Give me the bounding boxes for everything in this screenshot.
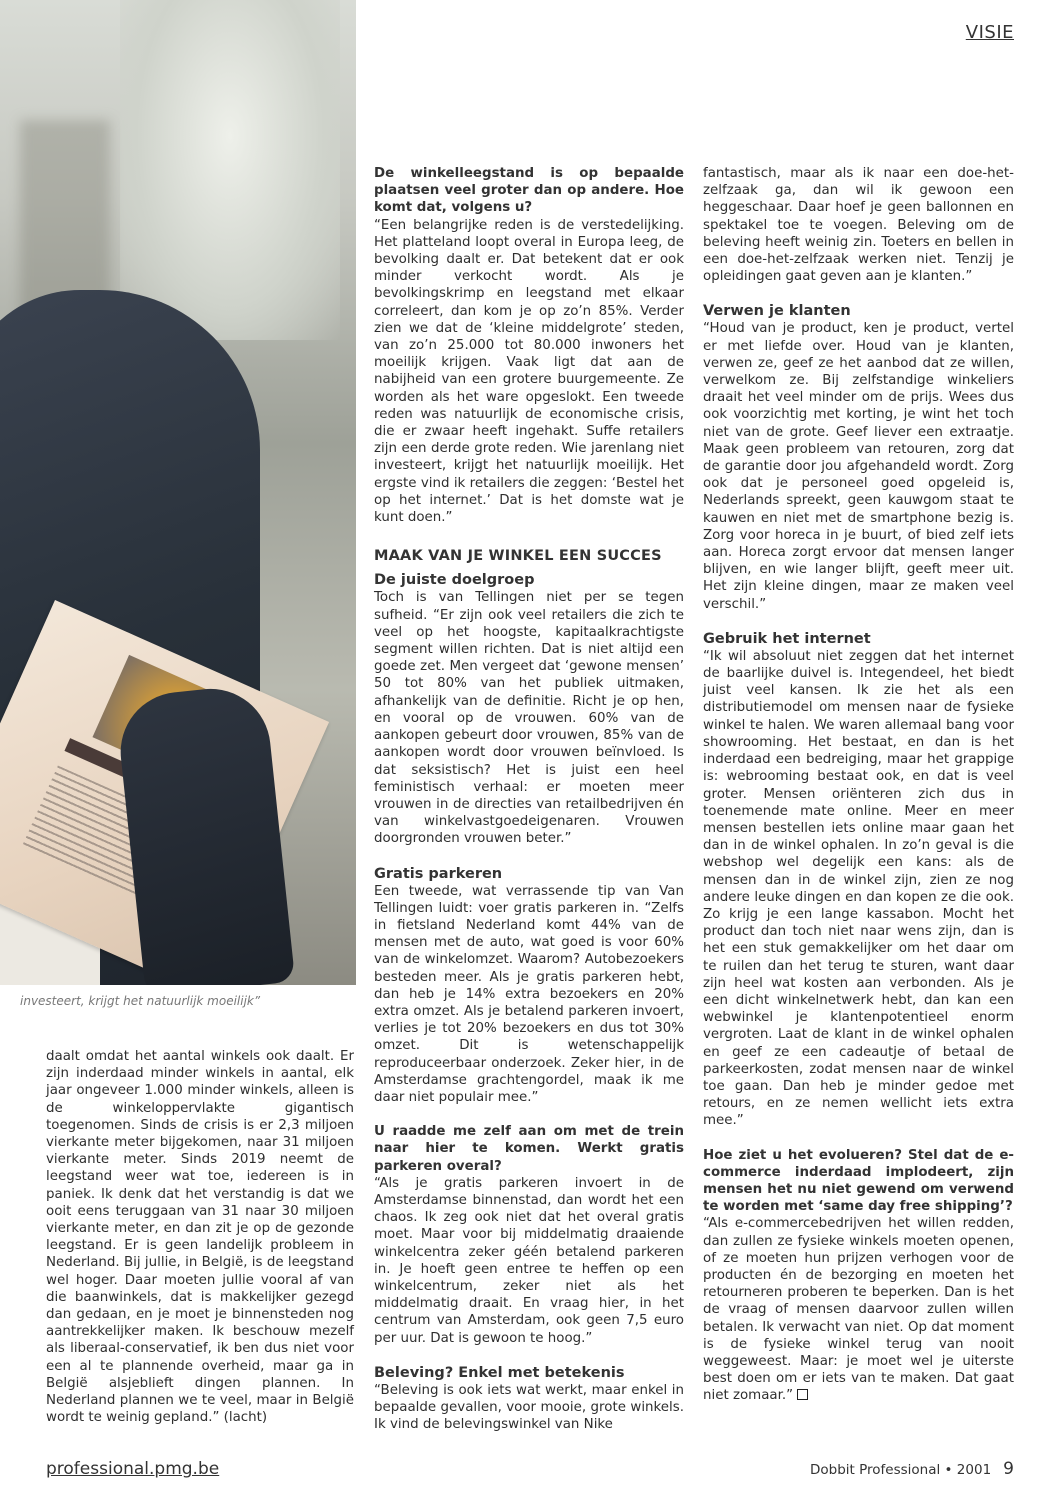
right-column bbox=[703, 165, 1014, 1405]
subheading: Beleving? Enkel met betekenis bbox=[374, 1364, 625, 1381]
left-column bbox=[46, 1048, 354, 1426]
publication-name: Dobbit Professional • 2001 bbox=[810, 1462, 992, 1478]
subheading: Gratis parkeren bbox=[374, 865, 503, 882]
footer-url[interactable]: professional.pmg.be bbox=[46, 1459, 220, 1479]
middle-column bbox=[374, 165, 684, 1433]
body-paragraph: Een tweede, wat verrassende tip van Van Tellingen luidt: voer gratis parkeren in. “Zelfs in fietsland Nederland komt 44% van de mensen met de auto, wat goed is voor 60% van de winkelomzet. Waarom? Autobezoekers besteden meer. Als je gratis parkeren hebt, dan heb je 14% extra bezoekers en 20% extra omzet. Als je betalend parkeren invoert, verlies je tot 20% bezoekers en dus tot 30% omzet. Dit is wetenschappelijk reproduceerbaar onderzoek. Zeker hier, in de Amsterdamse grachtengordel, maak ik me daar niet populair mee.” bbox=[374, 883, 684, 1105]
interview-question: Hoe ziet u het evolueren? Stel dat de e-commerce inderdaad implodeert, zijn mensen het nu niet gewend om verwend te worden met ‘same day free shipping’? bbox=[703, 1147, 1014, 1215]
body-paragraph: “Ik wil absoluut niet zeggen dat het internet de baarlijke duivel is. Integendeel, het biedt juist veel kansen. Ik zie het als een distributiemodel om mensen naar de fysieke winkel te halen. We waren allemaal bang voor showrooming. Het bestaat, en dan is het inderdaad een bedreiging, maar het grappige is: webrooming bestaat ook, en dat is veel groter. Mensen oriënteren zich dus in toenemende mate online. Meer en meer mensen bestellen iets online maar gaan het dan in de winkel ophalen. In zo’n geval is die webshop wel degelijk een kans: als de mensen dan in de winkel zijn, zien ze nog andere leuke dingen en dan kopen ze die ook. Zo krijg je een lange kassabon. Mocht het product dan toch niet naar wens zijn, dan is het een stuk gemakkelijker om het daar om te ruilen dan het terug te sturen, want daar zijn heel wat kosten aan verbonden. Als je een dicht winkelnetwerk hebt, dan kan een webwinkel je klantenpotentieel enorm vergroten. Laat de klant in de winkel ophalen en geef ze een cadeautje of betaal de parkeerkosten, zodat mensen naar de winkel toe gaan. Dan heb je minder gedoe met retours, en ze nemen wellicht iets extra mee.” bbox=[703, 648, 1014, 1129]
interview-question: U raadde me zelf aan om met de trein naar hier te komen. Werkt gratis parkeren overal? bbox=[374, 1124, 684, 1174]
section-heading: MAAK VAN JE WINKEL EEN SUCCES bbox=[374, 548, 662, 565]
subheading: Gebruik het internet bbox=[703, 630, 871, 647]
photo-caption: investeert, krijgt het natuurlijk moeilijk” bbox=[20, 994, 261, 1008]
end-mark-icon bbox=[797, 1389, 808, 1400]
body-paragraph: daalt omdat het aantal winkels ook daalt. Er zijn inderdaad minder winkels in aantal, elk jaar ongeveer 1.000 minder winkels, alleen is de winkeloppervlakte gigantisch toegenomen. Sinds de crisis is er 2,3 miljoen vierkante meter bijgekomen, naar 31 miljoen vierkante meter. Sinds 2019 neemt de leegstand weer wat toe, iedereen is in paniek. Ik denk dat het verstandig is dat we ooit eens teruggaan van 31 naar 30 miljoen vierkante meter, en dan zit je op de gezonde leegstand. Er is geen landelijk probleem in Nederland. Bij jullie, in België, is de leegstand wel hoger. Daar moeten jullie vooral af van die baanwinkels, dat is makkelijker gezegd dan gedaan, en je moet je binnensteden nog aantrekkelijker maken. Ik beschouw mezelf als liberaal-conservatief, ik ben dus niet voor een al te plannende overheid, maar ga in België alsjeblieft dingen plannen. In Nederland plannen we te veel, maar in België wordt te weinig gepland.” (lacht) bbox=[46, 1049, 354, 1426]
page-number: 9 bbox=[1003, 1459, 1014, 1479]
body-paragraph: “Beleving is ook iets wat werkt, maar enkel in bepaalde gevallen, voor mooie, grote winkels. Ik vind de belevingswinkel van Nike bbox=[374, 1382, 684, 1433]
closing-paragraph-text: “Als e-commercebedrijven het willen redden, dan zullen ze fysieke winkels moeten openen, of ze moeten hun prijzen verhogen voor de producten én de bezorging en moeten het retourneren proberen te beperken. Dan is het de vraag of mensen daarvoor zullen willen betalen. Ik verwacht van niet. Op dat moment is de fysieke winkel terug van nooit weggeweest. Maar: je moet wel je uiterste best doen om er iets van te maken. Dat gaat niet zomaar.” bbox=[703, 1216, 1014, 1404]
section-label: VISIE bbox=[965, 22, 1014, 43]
subheading: Verwen je klanten bbox=[703, 303, 851, 320]
body-paragraph: Toch is van Tellingen niet per se tegen sufheid. “Er zijn ook veel retailers die zich te veel op het hoogste, kapitaalkrachtigste segment willen richten. Dat is niet altijd een goede zet. Men vergeet dat ‘gewone mensen’ 50 tot 80% van het publiek uitmaken, afhankelijk van de definitie. Richt je op hen, en vooral op de vrouwen. 60% van de aankopen gebeurt door vrouwen, 85% van de aankopen wordt door vrouwen beïnvloed. Is dat seksistisch? Het is juist een heel feministisch verhaal: er moeten meer vrouwen in de directies van retailbedrijven én van winkelvastgoedeigenaren. Vrouwen doorgronden vrouwen beter.” bbox=[374, 590, 684, 847]
body-paragraph: “Een belangrijke reden is de verstedelijking. Het platteland loopt overal in Europa leeg, de bevolking daalt er. Dat betekent dat er ook minder verkocht wordt. Als je bevolkingskrimp en leegstand met elkaar correleert, dan kom je op zo’n 85%. Verder zien we dat de ‘kleine middelgrote’ steden, van zo’n 25.000 tot 80.000 inwoners het moeilijk krijgen. Vaak ligt dat aan de nabijheid van een grotere buurgemeente. Ze worden als het ware opgeslokt. Een tweede reden was natuurlijk de economische crisis, die er zwaar heeft ingehakt. Suffe retailers zijn een derde grote reden. Wie jarenlang niet investeert, krijgt het natuurlijk moeilijk. Het ergste vind ik retailers die zeggen: ‘Bestel het op het internet.’ Dat is het domste wat je kunt doen.” bbox=[374, 217, 684, 526]
interview-question: De winkelleegstand is op bepaalde plaatsen veel groter dan op andere. Hoe komt dat, volgens u? bbox=[374, 166, 684, 216]
body-paragraph: fantastisch, maar als ik naar een doe-het-zelfzaak ga, dan wil ik gewoon een heggeschaar. Daar hoef je geen ballonnen en spektakel toe te voegen. Beleving om de beleving heeft weinig zin. Toeters en bellen in een doe-het-zelfzaak werken niet. Tenzij je opleidingen gaat geven aan je klanten.” bbox=[703, 166, 1014, 285]
body-paragraph: “Als je gratis parkeren invoert in de Amsterdamse binnenstad, dan wordt het een chaos. Ik zeg ook niet dat het overal gratis moet. Maar voor bij middelmatig draaiende winkelcentra zeker géén betalend parkeren in. Je hoeft geen entree te heffen op een winkelcentrum, zeker niet als het middelmatig draait. En vraag hier, in het centrum van Amsterdam, ook geen 7,5 euro per uur. Dat is gewoon te hoog.” bbox=[374, 1175, 684, 1346]
body-paragraph bbox=[703, 1215, 1014, 1404]
body-paragraph: “Houd van je product, ken je product, vertel er met liefde over. Houd van je klanten, verwen ze, geef ze het aanbod dat ze willen, verwelkom ze. Bij zelfstandige winkeliers draait het veel minder om de prijs. Wees dus ook voorzichtig met korting, je wint het toch niet van de grote. Geef liever een extraatje. Maak geen probleem van retouren, zorg dat de garantie door jou afgehandeld wordt. Zorg ook dat je personeel goed opgeleid is, Nederlands spreekt, geen kauwgom staat te kauwen en niet met de smartphone bezig is. Zorg voor horeca in je buurt, of bied zelf iets aan. Horeca zorgt ervoor dat mensen langer blijven, en wie langer blijft, geeft meer uit. Het zijn kleine dingen, maar ze maken veel verschil.” bbox=[703, 321, 1014, 612]
article-photo bbox=[0, 0, 356, 985]
footer-publication bbox=[810, 1459, 1014, 1479]
subheading: De juiste doelgroep bbox=[374, 572, 535, 589]
